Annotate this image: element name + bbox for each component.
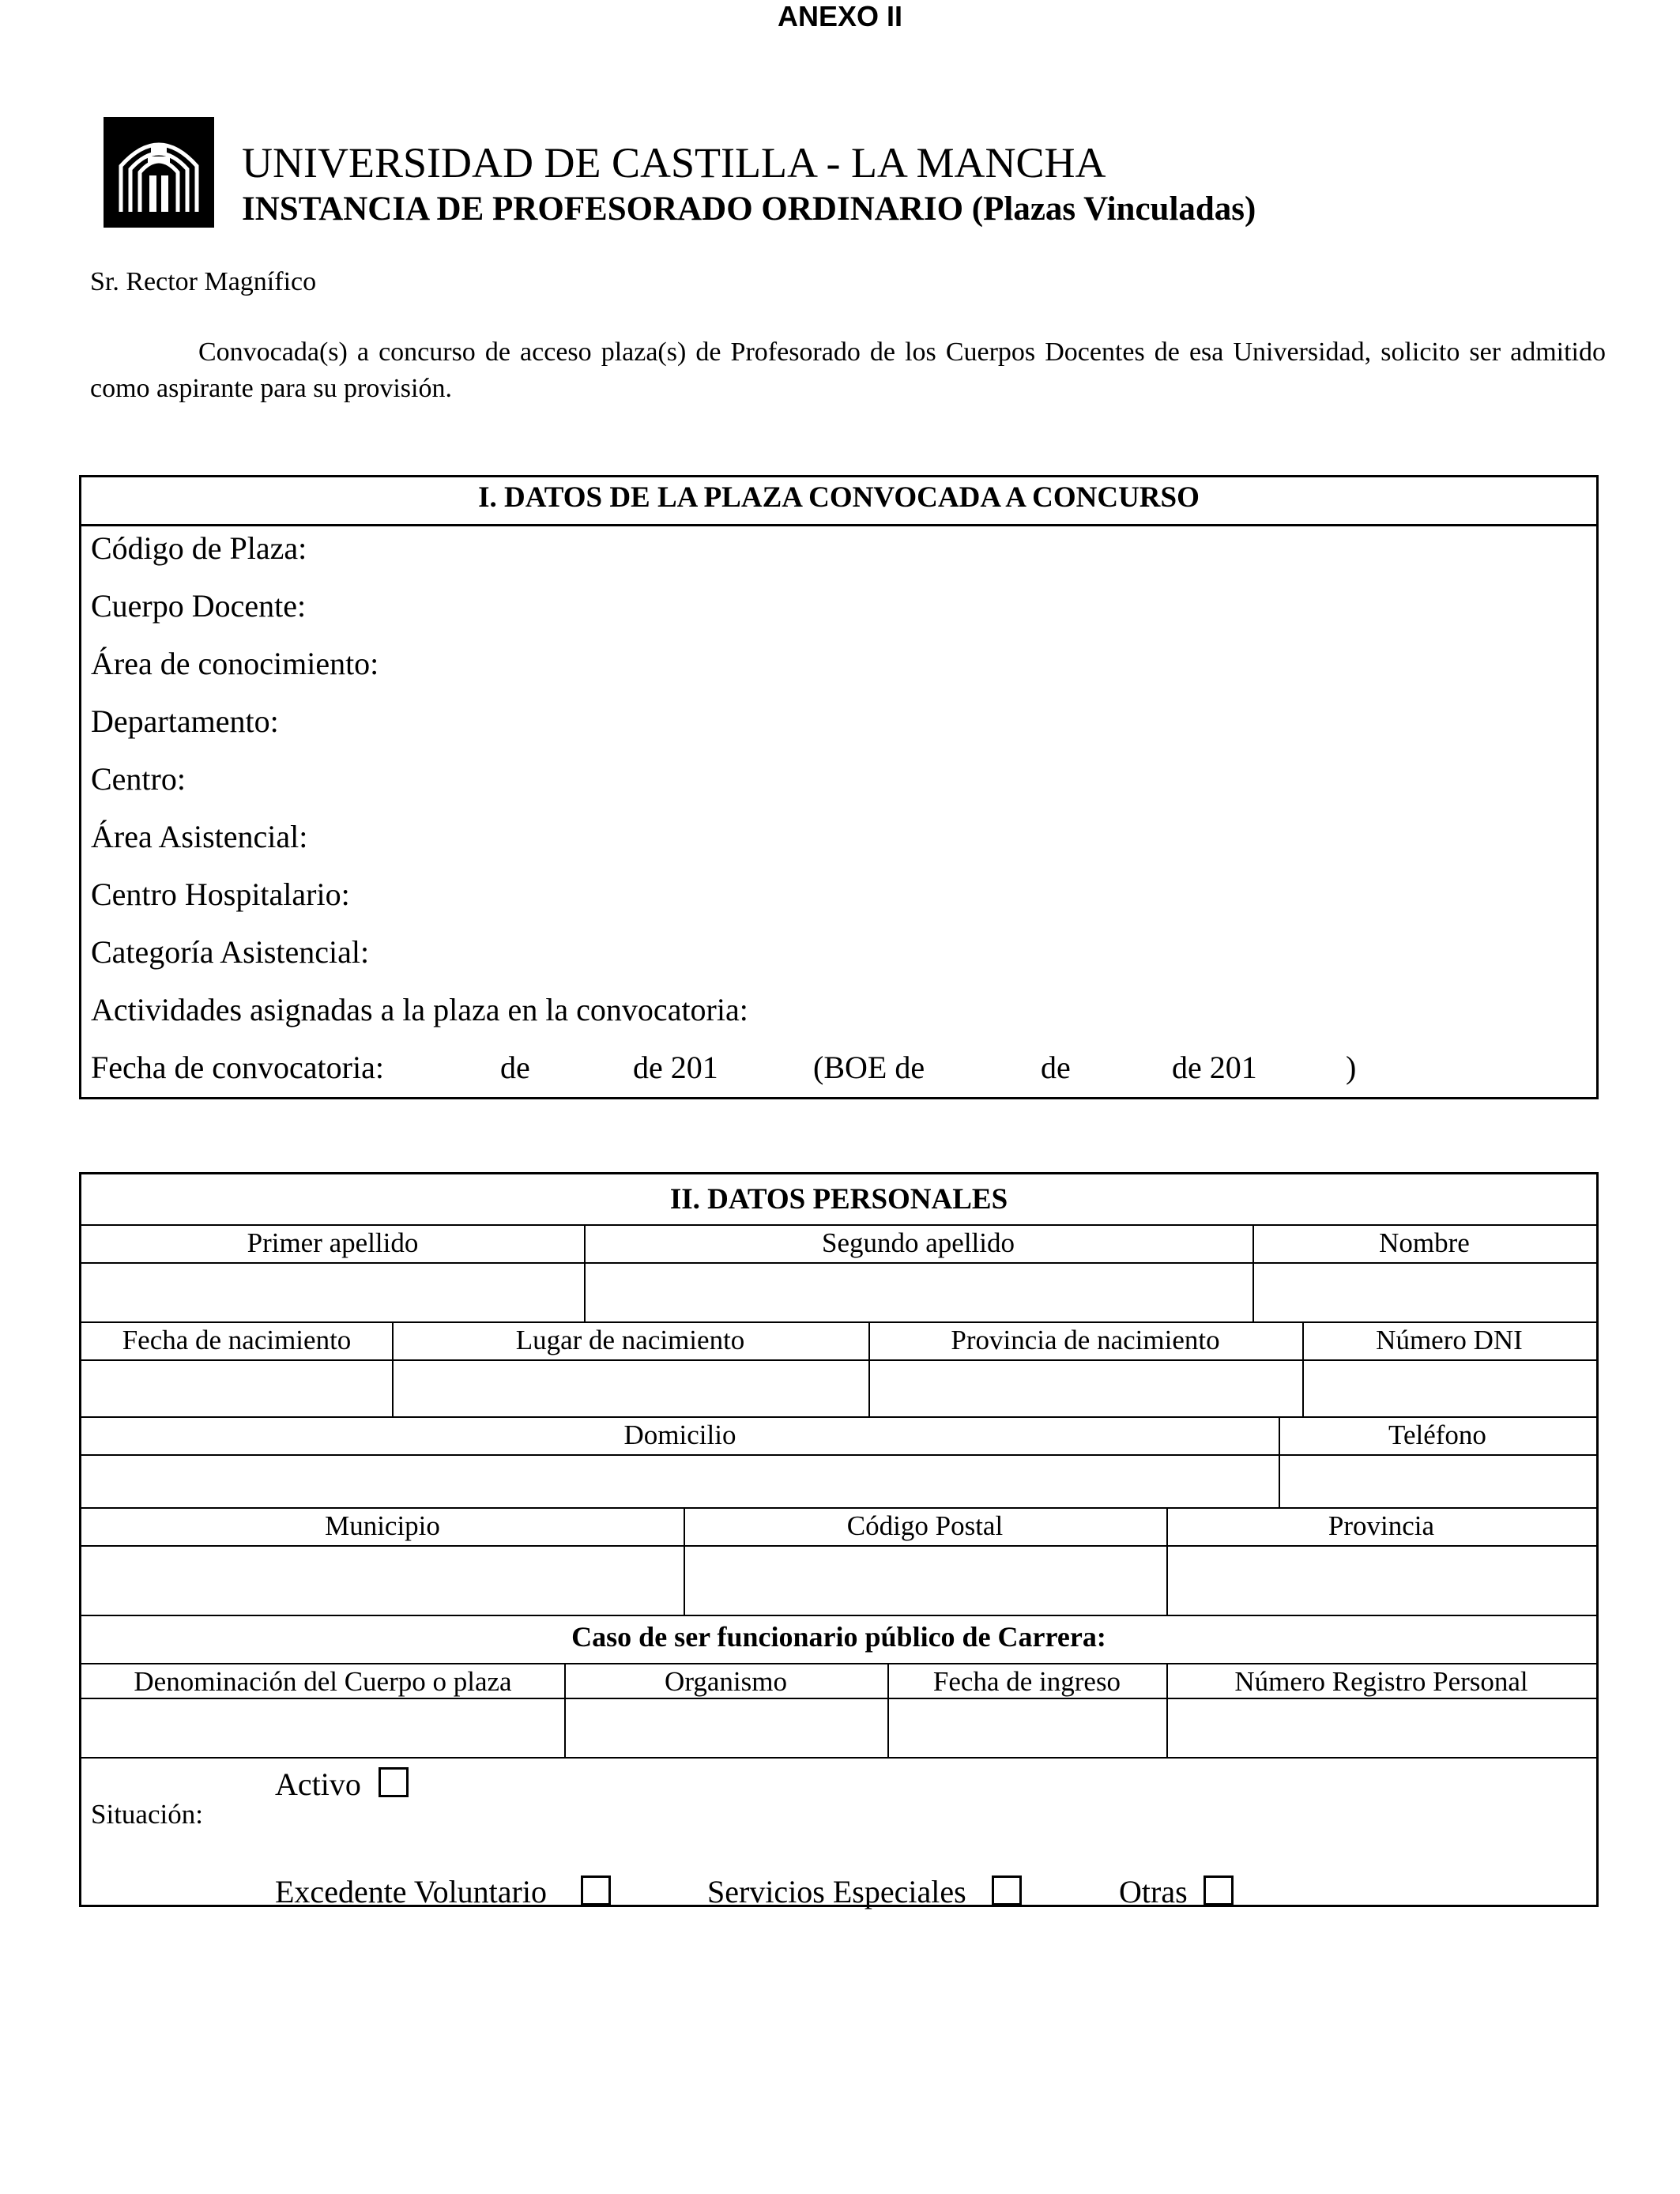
option-activo-label: Activo [275, 1766, 361, 1802]
section2-title: II. DATOS PERSONALES [669, 1183, 1008, 1216]
field-centro[interactable]: Centro: [91, 761, 186, 797]
civil-servant-title: Caso de ser funcionario público de Carrera: [571, 1621, 1106, 1653]
header-domicilio: Domicilio [623, 1419, 736, 1450]
situation-label: Situación: [91, 1799, 203, 1830]
university-logo-icon [104, 117, 214, 228]
annex-title: ANEXO II [777, 0, 903, 32]
field-categoria-asistencial[interactable]: Categoría Asistencial: [91, 934, 370, 970]
option-servicios-label: Servicios Especiales [707, 1874, 966, 1909]
checkbox-excedente-voluntario[interactable] [581, 1875, 611, 1906]
header-organismo: Organismo [665, 1666, 787, 1697]
date-de-2: de [1041, 1050, 1071, 1085]
header-denominacion-cuerpo: Denominación del Cuerpo o plaza [134, 1666, 512, 1697]
header-telefono: Teléfono [1388, 1419, 1486, 1450]
section-plaza-data [79, 475, 1599, 1099]
field-centro-hospitalario[interactable]: Centro Hospitalario: [91, 876, 350, 912]
field-actividades[interactable]: Actividades asignadas a la plaza en la convocatoria: [91, 992, 748, 1027]
field-area-asistencial[interactable]: Área Asistencial: [91, 819, 308, 854]
header-segundo-apellido: Segundo apellido [822, 1227, 1015, 1258]
field-area-conocimiento[interactable]: Área de conocimiento: [91, 646, 379, 681]
checkbox-activo[interactable] [379, 1767, 409, 1797]
field-cuerpo-docente[interactable]: Cuerpo Docente: [91, 588, 307, 624]
date-close-paren: ) [1346, 1050, 1357, 1085]
checkbox-servicios-especiales[interactable] [992, 1875, 1022, 1906]
header-numero-registro: Número Registro Personal [1234, 1666, 1528, 1697]
header-municipio: Municipio [325, 1510, 440, 1541]
field-departamento[interactable]: Departamento: [91, 703, 279, 739]
date-year-2: de 201 [1172, 1050, 1257, 1085]
university-name: UNIVERSIDAD DE CASTILLA - LA MANCHA [242, 139, 1106, 187]
salutation: Sr. Rector Magnífico [90, 267, 317, 296]
option-otras-label: Otras [1119, 1874, 1188, 1909]
header-lugar-nacimiento: Lugar de nacimiento [515, 1325, 745, 1355]
date-year-1: de 201 [633, 1050, 718, 1085]
header-provincia-nacimiento: Provincia de nacimiento [951, 1325, 1220, 1355]
header-numero-dni: Número DNI [1376, 1325, 1523, 1355]
section-personal-data [79, 1172, 1599, 1907]
field-codigo-plaza[interactable]: Código de Plaza: [91, 530, 307, 566]
checkbox-otras[interactable] [1203, 1875, 1234, 1906]
date-de-1: de [500, 1050, 530, 1085]
header-fecha-nacimiento: Fecha de nacimiento [122, 1325, 352, 1355]
section1-title: I. DATOS DE LA PLAZA CONVOCADA A CONCURSO [81, 477, 1596, 526]
field-fecha-convocatoria[interactable]: Fecha de convocatoria: [91, 1050, 384, 1085]
form-title: INSTANCIA DE PROFESORADO ORDINARIO (Plazas Vinculadas) [242, 190, 1256, 228]
header-fecha-ingreso: Fecha de ingreso [932, 1666, 1121, 1697]
header-primer-apellido: Primer apellido [247, 1227, 419, 1258]
date-boe-de: (BOE de [813, 1050, 925, 1085]
header-codigo-postal: Código Postal [846, 1510, 1004, 1541]
intro-paragraph: Convocada(s) a concurso de acceso plaza(s) de Profesorado de los Cuerpos Docentes de esa Universidad, solicito ser admitido como aspirante para su provisión. [90, 337, 1606, 403]
header-provincia: Provincia [1328, 1510, 1435, 1541]
header-nombre: Nombre [1379, 1227, 1470, 1258]
option-excedente-label: Excedente Voluntario [275, 1874, 547, 1909]
